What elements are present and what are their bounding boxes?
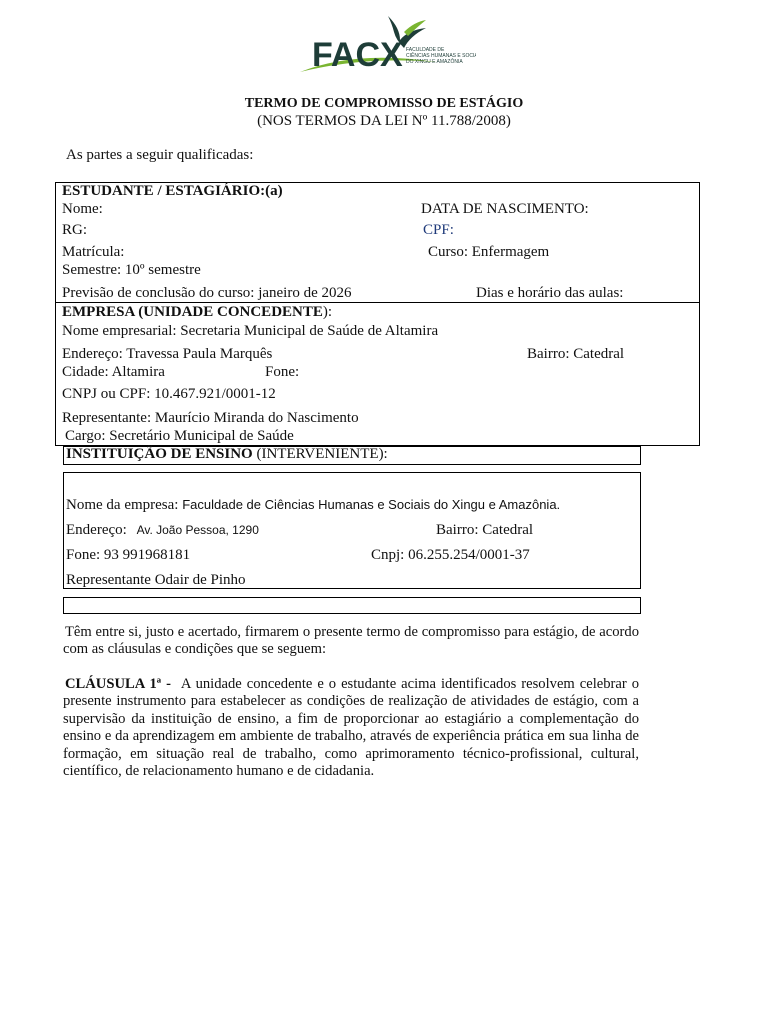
company-phone-label: Fone:	[265, 364, 300, 380]
institution-name-label: Nome da empresa:	[66, 497, 183, 513]
intro-text: As partes a seguir qualificadas:	[66, 147, 254, 163]
student-heading: ESTUDANTE / ESTAGIÁRIO:(a)	[62, 183, 283, 199]
company-heading-part: UNIDADE CONCEDENTE	[143, 304, 323, 320]
logo-name: FACX	[312, 36, 403, 74]
student-class-days: Dias e horário das aulas:	[476, 285, 624, 301]
institution-address	[66, 522, 259, 539]
company-heading-part: ):	[322, 304, 333, 320]
institution-address-label: Endereço:	[66, 522, 131, 538]
student-birth-label: DATA DE NASCIMENTO:	[421, 201, 589, 217]
institution-address-value: Av. João Pessoa, 1290	[136, 523, 259, 537]
empty-box	[63, 597, 641, 614]
logo-subtitle-line: CIÊNCIAS HUMANAS E SOCIAIS	[406, 53, 476, 59]
company-heading-part: EMPRESA (	[62, 304, 144, 320]
institution-heading-part: (INTERVENIENTE):	[252, 446, 388, 462]
logo-subtitle-line: FACULDADE DE	[406, 47, 445, 53]
company-divider	[55, 302, 700, 303]
company-representative: Representante: Maurício Miranda do Nascimento	[62, 410, 359, 426]
company-address: Endereço: Travessa Paula Marquês	[62, 346, 273, 362]
institution-heading-part: INSTITUIÇÃO DE ENSINO	[66, 446, 253, 462]
institution-name-value: Faculdade de Ciências Humanas e Sociais do Xingu e Amazônia.	[182, 497, 561, 512]
institution-phone: Fone: 93 991968181	[66, 547, 191, 563]
student-registration-label: Matrícula:	[62, 244, 125, 260]
clause-1-text: A unidade concedente e o estudante acima identificados resolvem celebrar o presente instrumento para estabelecer as condições de realização de atividades de estágio, com a supervisão da instituição de ensino, a fim de proporcionar ao estagiário a complementação do ensino e da aprendizagem em ambiente de trabalho, através de experiência prática em sua linha de formação, em situação real de trabalho, como aprimoramento técnico-profissional, cultural, científico, de relacionamento humano e de cidadania.	[63, 676, 639, 780]
student-course: Curso: Enfermagem	[428, 244, 550, 260]
document-subtitle: (NOS TERMOS DA LEI Nº 11.788/2008)	[257, 113, 511, 129]
student-name-label: Nome:	[62, 201, 103, 217]
logo-subtitle-line: DO XINGU E AMAZÔNIA	[406, 59, 463, 65]
company-name: Nome empresarial: Secretaria Municipal de Saúde de Altamira	[62, 323, 439, 339]
company-city: Cidade: Altamira	[62, 364, 165, 380]
company-cnpj: CNPJ ou CPF: 10.467.921/0001-12	[62, 386, 276, 402]
clause-1-paragraph	[63, 676, 639, 780]
student-graduation: Previsão de conclusão do curso: janeiro de 2026	[62, 285, 352, 301]
institution-cnpj: Cnpj: 06.255.254/0001-37	[371, 547, 530, 563]
document-title: TERMO DE COMPROMISSO DE ESTÁGIO	[244, 96, 524, 111]
agreement-paragraph: Têm entre si, justo e acertado, firmarem o presente termo de compromisso para estágio, de acordo com as cláusulas e condições que se seguem:	[63, 624, 639, 658]
company-district: Bairro: Catedral	[527, 346, 625, 362]
institution-name	[66, 497, 560, 514]
institution-representative: Representante Odair de Pinho	[66, 572, 246, 588]
institution-district: Bairro: Catedral	[436, 522, 534, 538]
company-heading	[62, 304, 332, 321]
clause-1-label: CLÁUSULA 1ª -	[65, 676, 171, 692]
facx-logo	[296, 10, 476, 78]
company-position: Cargo: Secretário Municipal de Saúde	[65, 428, 294, 444]
student-cpf-label: CPF:	[423, 222, 454, 238]
student-semester: Semestre: 10º semestre	[62, 262, 201, 278]
student-rg-label: RG:	[62, 222, 88, 238]
institution-heading	[66, 446, 388, 463]
facx-logo-graphic	[296, 10, 476, 78]
